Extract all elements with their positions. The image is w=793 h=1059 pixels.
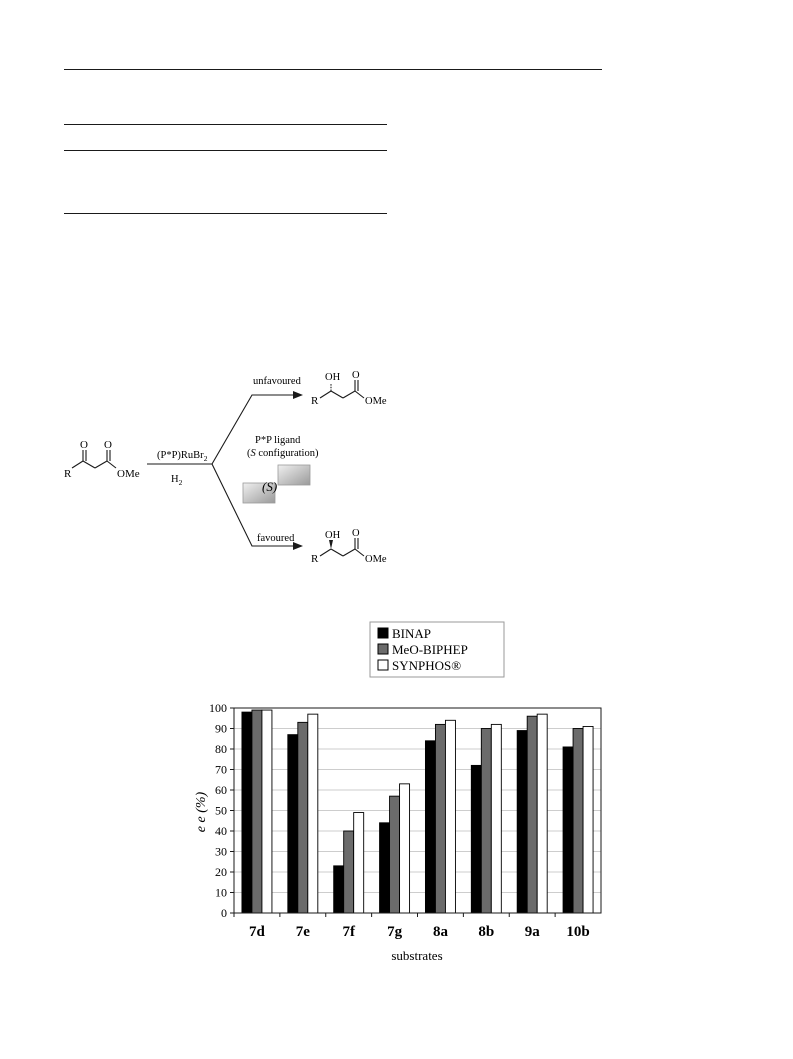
x-tick-label: 10b [566,924,590,940]
favoured-carbonyl-oxygen: O [352,528,360,539]
favoured-label: favoured [257,533,295,544]
x-tick-label: 7e [295,924,310,940]
bar-7d-synphos [262,710,272,913]
bar-7g-meobiphep [390,796,400,913]
methoxy-group: OMe [117,468,140,480]
x-tick-label: 7g [387,924,403,940]
y-tick-labels [209,701,234,920]
chart-bars [242,710,593,913]
favoured-methoxy: OMe [365,554,387,565]
x-tick-label: 9a [524,924,540,940]
y-tick-label: 80 [215,742,227,756]
ligand-label: P*P ligand [255,435,301,446]
unfavoured-hydroxyl: OH [325,372,341,383]
bar-7g-synphos [400,784,410,913]
catalyst-label: (P*P)RuBr$_2$ [157,450,208,463]
x-axis-label: substrates [391,948,443,963]
ketone-oxygen: O [80,439,88,451]
bar-9a-meobiphep [527,716,537,913]
legend-swatch [378,644,388,654]
bar-7d-binap [242,712,252,913]
y-axis-label: e e (%) [194,791,209,833]
configuration-symbol: (S) [262,479,278,494]
favoured-substituent-r: R [311,553,319,565]
unfavoured-methoxy: OMe [365,396,387,407]
y-tick-label: 70 [215,762,227,777]
bar-7f-meobiphep [344,831,354,913]
y-tick-label: 100 [209,701,227,715]
bar-10b-meobiphep [573,729,583,914]
bar-7f-binap [334,866,344,913]
y-tick-label: 20 [215,865,227,879]
bar-9a-binap [517,731,527,913]
y-tick-label: 0 [221,906,227,920]
bar-7e-binap [288,735,298,913]
unfavoured-label: unfavoured [253,376,301,387]
bar-7f-synphos [354,813,364,913]
y-tick-label: 40 [215,824,227,838]
y-tick-label: 50 [215,803,227,818]
bar-8a-binap [425,741,435,913]
legend-swatch [378,660,388,670]
unfavoured-substituent-r: R [311,395,319,407]
x-tick-label: 7d [249,924,265,940]
x-tick-label: 8a [432,924,448,940]
unfavoured-carbonyl-oxygen: O [352,370,360,381]
y-tick-label: 60 [215,783,227,797]
y-tick-label: 10 [215,885,227,900]
x-tick-labels [234,913,590,940]
legend-swatch [378,628,388,638]
favoured-hydroxyl: OH [325,530,341,541]
substituent-r: R [64,468,72,480]
bar-7d-meobiphep [252,710,262,913]
bar-8b-binap [471,765,481,913]
y-tick-label: 90 [215,721,227,736]
legend-label: MeO-BIPHEP [392,642,468,657]
ligand-configuration: (S configuration) [247,448,319,459]
hydrogen-label: $H_2$ [171,474,183,487]
bar-8b-meobiphep [481,729,491,914]
bar-7e-synphos [308,714,318,913]
x-tick-label: 7f [342,924,355,940]
bar-7e-meobiphep [298,722,308,913]
bar-10b-binap [563,747,573,913]
bar-7g-binap [380,823,390,913]
chart-legend [370,622,504,677]
bar-8a-synphos [445,720,455,913]
bar-8a-meobiphep [435,724,445,913]
x-tick-label: 8b [478,924,495,940]
legend-label: SYNPHOS® [392,658,462,673]
bar-9a-synphos [537,714,547,913]
legend-label: BINAP [392,626,432,641]
y-tick-label: 30 [215,844,227,859]
bar-8b-synphos [491,724,501,913]
ester-carbonyl-oxygen: O [104,439,112,451]
bar-10b-synphos [583,726,593,913]
